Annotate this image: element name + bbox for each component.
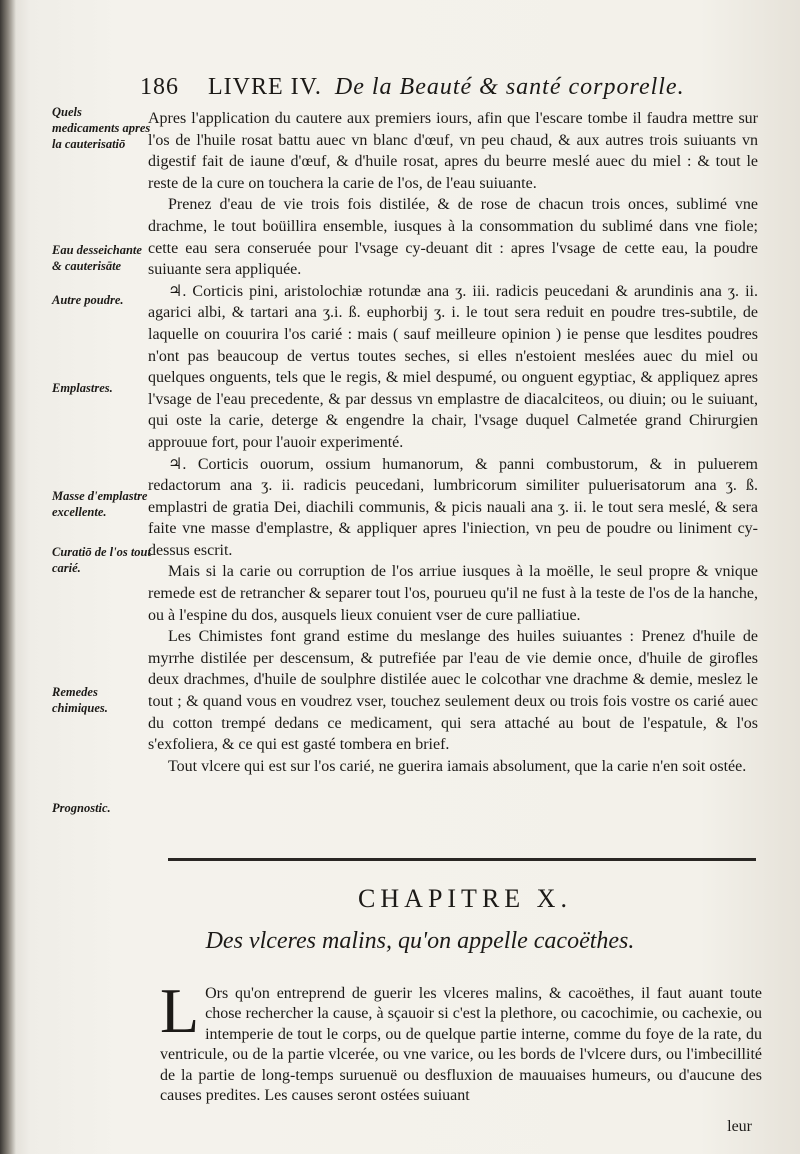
paragraph: Prenez d'eau de vie trois fois distilée, & de rose de chacun trois onces, sublimé vne drachme, le tout boüillira ensemble, iusques à la consommation du sublimé dans vne fiole; cette eau sera conseruée pour l'vsage cy-deuant dit : apres l'vsage de cette eau, la poudre suiuante sera appliquée.	[148, 196, 758, 279]
paragraph: ♃. Corticis ouorum, ossium humanorum, & panni combustorum, & in puluerem redactorum ana ʒ. ii. radicis peucedani, lumbricorum similiter puluerisatorum ana ʒ. ß. emplastri de gratia Dei, diachili communis, & picis nauali ana ʒ. ii. le tout sera meslé, & sera faite vne masse d'emplastre, & appliquer apres l'iniection, vn peu de poudre ou liniment cy-dessus escrit.	[148, 455, 758, 559]
paragraph: Mais si la carie ou corruption de l'os arriue iusques à la moëlle, le seul propre & vnique remede est de retrancher & separer tout l'os, pourueu qu'il ne fust à la teste de l'os de la hanche, ou à l'espine du dos, ausquels lieux conuient vser de cure palliatiue.	[148, 563, 758, 624]
paragraph: Tout vlcere qui est sur l'os carié, ne guerira iamais absolument, que la carie n'en soit ostée.	[168, 757, 747, 775]
margin-note: Quels medicaments apres la cauterisatiō	[52, 105, 151, 151]
catchword: leur	[727, 1118, 752, 1135]
book-label: LIVRE IV.	[208, 74, 322, 100]
paragraph: ♃. Corticis pini, aristolochiæ rotundæ ana ʒ. iii. radicis peucedani & arundinis ana ʒ. ii. agarici albi, & tartari ana ʒ.i. ß. euphorbij ʒ. i. le tout sera reduit en poudre tres-subtile, de laquelle on couurira l'os carié : mais ( sauf meilleure opinion ) ie pense que lesdites poudres n'ont pas beaucoup de vertus toutes seches, si elles n'estoient meslées auec du miel ou quelques onguents, tels que le regis, & miel despumé, ou onguent egyptiac, & appliquez apres l'vsage de l'eau precedente, & par dessus vn emplastre de diacalciteos, ou diuin; ou le suiuant, qui oste la carie, deterge & engendre la chair, l'vsage duquel Calmetée grand Chirurgien approuue fort, pour l'auoir experimenté.	[148, 282, 758, 451]
chapter-paragraph	[160, 975, 762, 1106]
chapter-subtitle: Des vlceres malins, qu'on appelle cacoëthes.	[205, 928, 635, 954]
paragraph: Les Chimistes font grand estime du meslange des huiles suiuantes : Prenez d'huile de myrrhe distilée per descensum, & putrefiée par l'eau de vie demie once, d'huile de girofles deux drachmes, d'huile de soulphre distilée auec le colcothar vne drachme & demie, meslez le tout ; & quand vous en voudrez vser, touchez seulement deux ou trois fois vostre os carié auec du cotton trempé dedans ce medicament, qui sera attaché au bout de l'espatule, & l'os s'exfoliera, & ce qui est gasté tombera en brief.	[148, 628, 758, 754]
main-text	[148, 108, 758, 777]
chapter-heading: CHAPITRE X.	[358, 884, 572, 913]
margin-note: Remedes chimiques.	[52, 685, 108, 715]
page-number: 186	[140, 74, 179, 100]
section-divider	[168, 858, 756, 861]
chapter-text: Ors qu'on entreprend de guerir les vlceres malins, & cacoëthes, il faut auant toute chose rechercher la cause, à sçauoir si c'est la plethore, ou cacochimie, ou cachexie, ou intemperie de tout le corps, ou de quelque partie interne, comme du foye de la rate, du ventricule, ou de la partie vlcerée, ou vne varice, ou les bords de l'vlcere durs, ou l'imbecillité de la partie de long-temps suruenuë ou desfluxion de mauuaises humeurs, ou d'aucune des causes predites. Les causes seront ostées suiuant	[160, 985, 762, 1105]
margin-note: Emplastres.	[52, 381, 113, 395]
margin-note: Curatiō de l'os tout carié.	[52, 545, 151, 575]
paragraph: Apres l'application du cautere aux premiers iours, afin que l'escare tombe il faudra mettre sur l'os de l'huile rosat battu auec vn blanc d'œuf, vn peu chaud, & aux autres trois suiuants vn digestif fait de iaune d'œuf, & d'huile rosat, apres du beurre meslé auec du miel : & tout le reste de la cure on touchera la carie de l'os, de l'eau suiuante.	[148, 110, 758, 192]
margin-note: Autre poudre.	[52, 293, 124, 307]
margin-note: Masse d'emplastre excellente.	[52, 489, 148, 519]
header-title: De la Beauté & santé corporelle.	[334, 74, 685, 100]
page-gutter	[0, 0, 16, 1154]
margin-note: Prognostic.	[52, 801, 111, 815]
drop-cap: L	[160, 975, 200, 1046]
margin-note: Eau desseichante & cauterisāte	[52, 243, 142, 273]
